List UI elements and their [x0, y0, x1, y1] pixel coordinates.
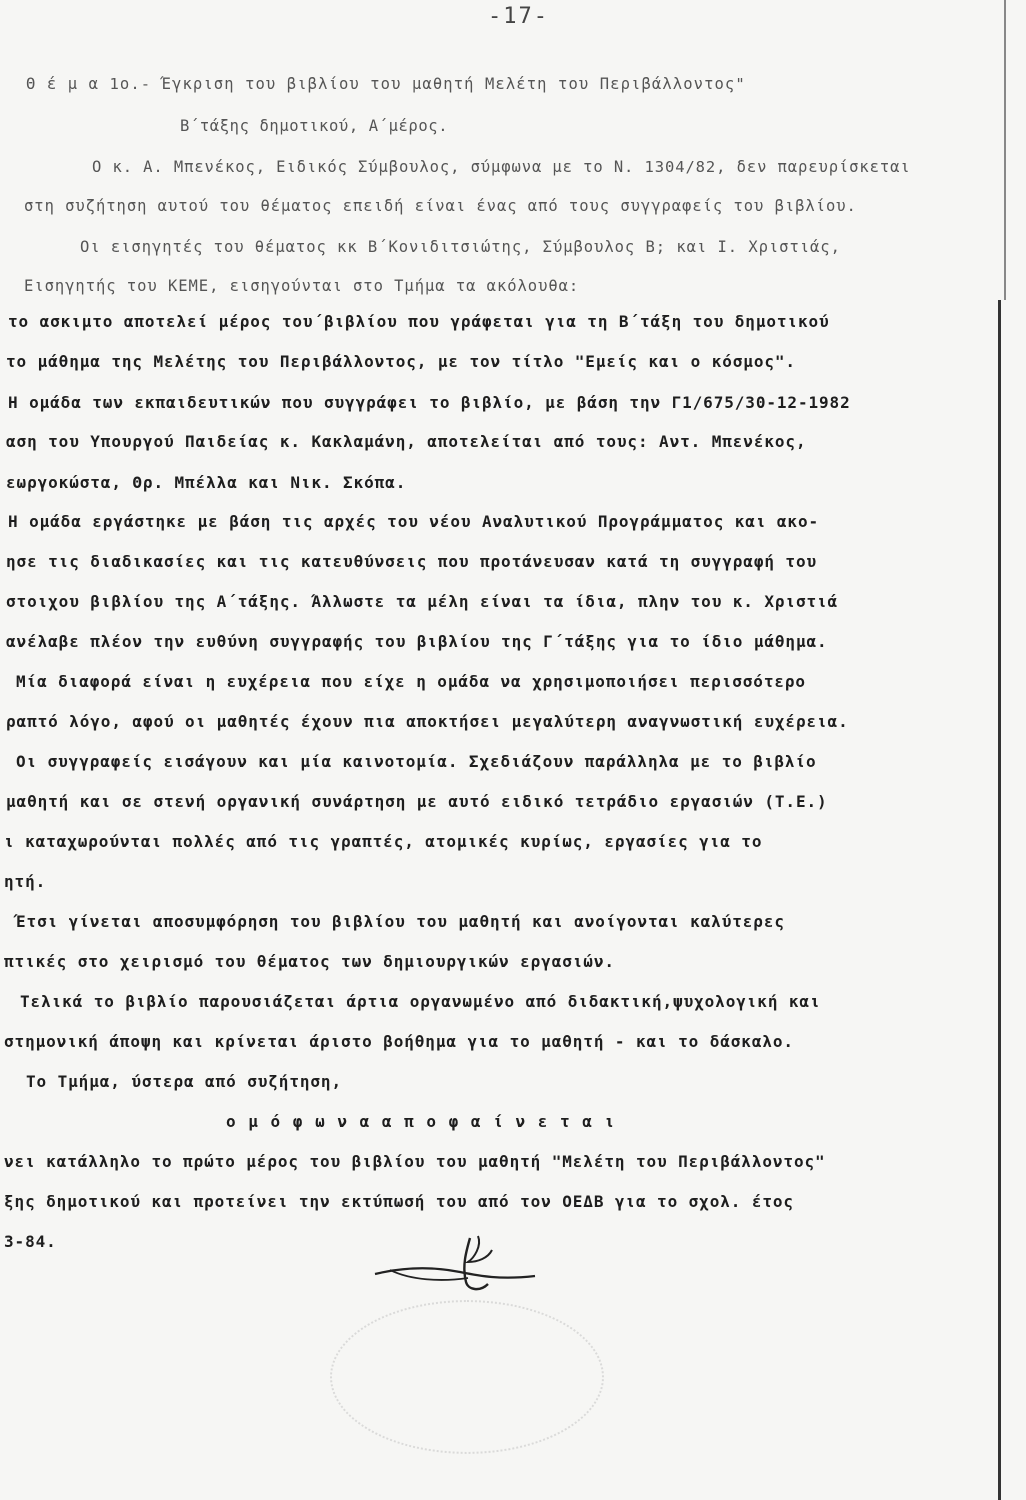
- decision-line: 3-84.: [4, 1232, 57, 1251]
- body-line: μαθητή και σε στενή οργανική συνάρτηση με αυτό ειδικό τετράδιο εργασιών (Τ.Ε.): [6, 792, 828, 811]
- body-line: ητή.: [4, 872, 47, 891]
- body-line: Οι συγγραφείς εισάγουν και μία καινοτομία. Σχεδιάζουν παράλληλα με το βιβλίο: [16, 752, 817, 771]
- body-line: Μία διαφορά είναι η ευχέρεια που είχε η ομάδα να χρησιμοποιήσει περισσότερο: [16, 672, 806, 691]
- body-line: Τελικά το βιβλίο παρουσιάζεται άρτια οργανωμένο από διδακτική,ψυχολογική και: [20, 992, 821, 1011]
- decision-line: ξης δημοτικού και προτείνει την εκτύπωσή του από τον ΟΕΔΒ για το σχολ. έτος: [4, 1192, 794, 1211]
- body-line: το μάθημα της Μελέτης του Περιβάλλοντος, με τον τίτλο "Εμείς και ο κόσμος".: [6, 352, 796, 371]
- body-line: ι καταχωρούνται πολλές από τις γραπτές, ατομικές κυρίως, εργασίες για το: [4, 832, 763, 851]
- body-line: πτικές στο χειρισμό του θέματος των δημιουργικών εργασιών.: [4, 952, 615, 971]
- body-line: το ασκιμτο αποτελεί μέρος του΄βιβλίου που γράφεται για τη Β΄τάξη του δημοτικού: [8, 312, 830, 331]
- body-line: αση του Υπουργού Παιδείας κ. Κακλαμάνη, αποτελείται από τους: Αντ. Μπενέκος,: [6, 432, 807, 451]
- heading-line-2: Β΄τάξης δημοτικού, Α΄μέρος.: [180, 117, 449, 135]
- body-line: ησε τις διαδικασίες και τις κατευθύνσεις που προτάνευσαν κατά τη συγγραφή του: [6, 552, 818, 571]
- body-line: εωργοκώστα, Θρ. Μπέλλα και Νικ. Σκόπα.: [6, 473, 407, 492]
- margin-line-lower: [998, 300, 1001, 1500]
- body-line: ραπτό λόγο, αφού οι μαθητές έχουν πια αποκτήσει μεγαλύτερη αναγνωστική ευχέρεια.: [6, 712, 849, 731]
- decision-heading: ο μ ό φ ω ν α α π ο φ α ί ν ε τ α ι: [226, 1112, 616, 1131]
- heading-line-1: Θ έ μ α 1ο.- Έγκριση του βιβλίου του μαθητή Μελέτη του Περιβάλλοντος": [26, 75, 746, 93]
- body-line: Η ομάδα εργάστηκε με βάση τις αρχές του νέου Αναλυτικού Προγράμματος και ακο-: [8, 512, 820, 531]
- body-line: στημονική άποψη και κρίνεται άριστο βοήθημα για το μαθητή - και το δάσκαλο.: [4, 1032, 794, 1051]
- body-line: Το Τμήμα, ύστερα από συζήτηση,: [26, 1072, 342, 1091]
- body-line: Έτσι γίνεται αποσυμφόρηση του βιβλίου του μαθητή και ανοίγονται καλύτερες: [16, 912, 785, 931]
- upper-paragraph-line: Εισηγητής του ΚΕΜΕ, εισηγούνται στο Τμήμα τα ακόλουθα:: [24, 277, 580, 295]
- body-line: στοιχου βιβλίου της Α΄τάξης. Άλλωστε τα μέλη είναι τα ίδια, πλην του κ. Χριστιά: [6, 592, 839, 611]
- decision-line: νει κατάλληλο το πρώτο μέρος του βιβλίου του μαθητή "Μελέτη του Περιβάλλοντος": [4, 1152, 826, 1171]
- upper-paragraph-line: Ο κ. Α. Μπενέκος, Ειδικός Σύμβουλος, σύμφωνα με το Ν. 1304/82, δεν παρευρίσκεται: [92, 158, 911, 176]
- page-number: -17-: [488, 4, 549, 29]
- body-line: ανέλαβε πλέον την ευθύνη συγγραφής του βιβλίου της Γ΄τάξης για το ίδιο μάθημα.: [6, 632, 828, 651]
- body-line: Η ομάδα των εκπαιδευτικών που συγγράφει το βιβλίο, με βάση την Γ1/675/30-12-1982: [8, 393, 851, 412]
- faded-stamp: [330, 1300, 604, 1454]
- margin-line-upper: [1004, 0, 1006, 300]
- upper-paragraph-line: στη συζήτηση αυτού του θέματος επειδή είναι ένας από τους συγγραφείς του βιβλίου.: [24, 197, 857, 215]
- signature-icon: [370, 1232, 540, 1302]
- upper-paragraph-line: Οι εισηγητές του θέματος κκ Β΄Κονιδιτσιώτης, Σύμβουλος Β; και Ι. Χριστιάς,: [80, 238, 841, 256]
